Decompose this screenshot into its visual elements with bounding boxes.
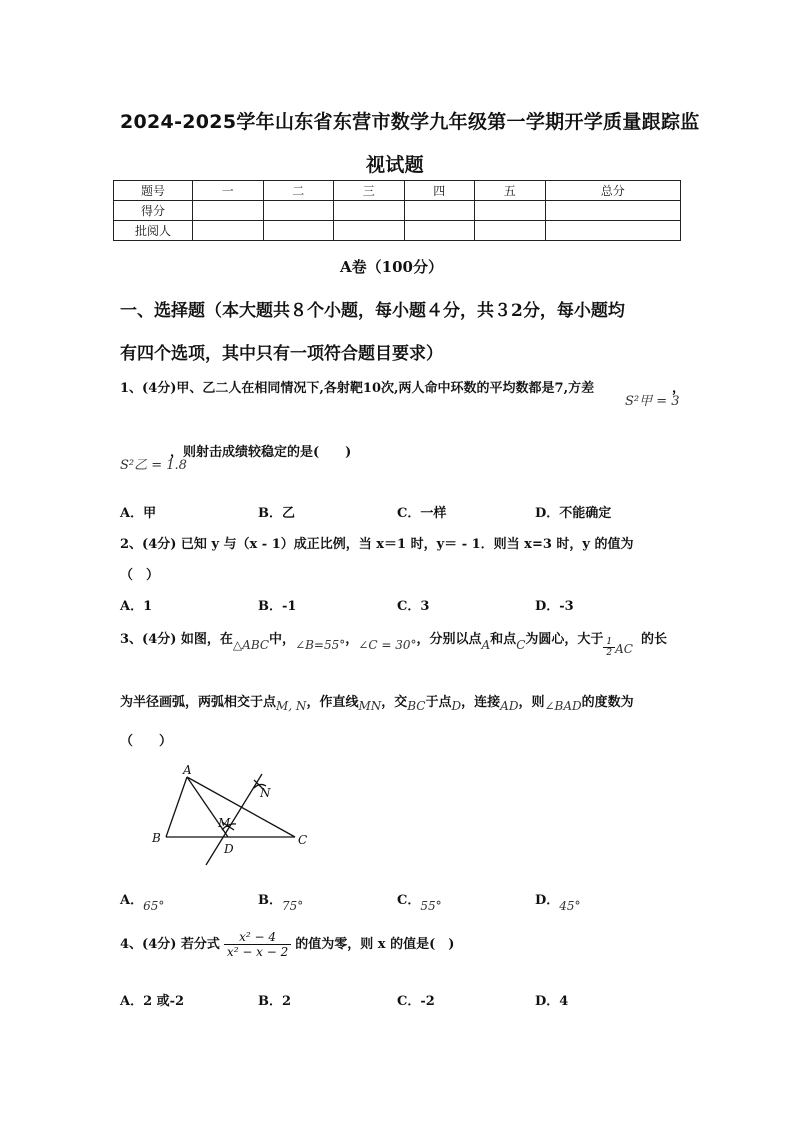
q4-option-c: C．-2 (397, 994, 435, 1009)
score-cell (475, 201, 546, 221)
q3-math: M, N (276, 699, 307, 713)
q3-text: 为半径画弧，两弧相交于点 (120, 695, 277, 710)
score-table-header: 五 (475, 181, 546, 201)
q3-option-c: C．55° (397, 893, 442, 913)
q3-math: BC (407, 699, 426, 713)
label-b: B (152, 831, 161, 845)
label-c: C (298, 833, 308, 847)
q3-text: 和点 (490, 632, 517, 647)
q2-option-d: D．-3 (535, 599, 574, 614)
q3-text: ，则 (518, 695, 545, 710)
q4-fraction-numerator: x² − 4 (224, 930, 291, 945)
score-cell (475, 221, 546, 241)
score-cell (545, 201, 681, 221)
q1-variance-jia: S²甲 = 3 (625, 394, 680, 409)
q4-line (120, 930, 454, 959)
score-table-header: 三 (334, 181, 405, 201)
q3-math: A (481, 638, 491, 652)
label-d: D (224, 842, 234, 856)
score-cell (334, 221, 405, 241)
score-table-header: 题号 (114, 181, 193, 201)
q3-option-a: A．65° (120, 893, 165, 913)
page-title-line2: 视试题 (366, 154, 424, 176)
score-cell (404, 221, 475, 241)
q3-math: C (516, 638, 526, 652)
score-table (113, 180, 681, 241)
score-cell (193, 221, 264, 241)
q3-math: MN (358, 699, 382, 713)
q3-text: ，作直线 (306, 695, 359, 710)
q2-text: 2、(4分) 已知 y 与（x - 1）成正比例，当 x＝1 时，y＝ - 1．则当 x=3 时，y 的值为 (120, 537, 634, 552)
q4-option-d: D．4 (535, 994, 569, 1009)
q4-option-b: B．2 (258, 994, 292, 1009)
score-cell (334, 201, 405, 221)
q2-option-c: C．3 (397, 599, 430, 614)
q4-text: 4、(4分) 若分式 (120, 937, 220, 952)
q2-option-b: B．-1 (258, 599, 297, 614)
section-heading-line2: 有四个选项，其中只有一项符合题目要求） (120, 344, 443, 364)
score-table-row-label: 批阅人 (114, 221, 193, 241)
q3-math: △ABC (232, 638, 270, 652)
q4-option-a: A．2 或-2 (120, 994, 185, 1009)
q3-text: 的度数为 (581, 695, 634, 710)
q3-text: ，连接 (461, 695, 501, 710)
q3-fraction: $\frac{1}{2}$ (603, 637, 615, 658)
q4-text: 的值为零，则 x 的值是( ) (295, 937, 455, 952)
q1-comma: ， (672, 381, 686, 396)
q1-text: 1、(4分)甲、乙二人在相同情况下,各射靶10次,两人命中环数的平均数都是7,方差 (120, 381, 595, 396)
q1-variance-yi: S²乙 = 1.8 (120, 458, 187, 473)
q3-text3: （ ） (120, 734, 173, 749)
score-cell (404, 201, 475, 221)
q1-option-d: D．不能确定 (535, 506, 612, 521)
q3-text: 为圆心，大于 (525, 632, 604, 647)
paper-label: A卷（100分） (340, 258, 443, 276)
q3-text: 中， (269, 632, 296, 647)
line-mn (206, 774, 262, 865)
q3-text: 3、(4分) 如图，在 (120, 632, 233, 647)
label-a: A (183, 763, 192, 777)
score-table-header: 二 (263, 181, 334, 201)
score-cell (545, 221, 681, 241)
score-table-row (114, 201, 681, 221)
q2-option-a: A．1 (120, 599, 153, 614)
score-cell (193, 201, 264, 221)
score-cell (263, 221, 334, 241)
q3-text: ，分别以点 (416, 632, 482, 647)
q3-text: 于点 (425, 695, 452, 710)
section-heading-line1: 一、选择题（本大题共８个小题，每小题４分，共３2分，每小题均 (120, 301, 625, 321)
q3-math: ∠B=55° (295, 638, 346, 652)
q3-line2 (120, 691, 634, 713)
page-title-line1: 2024-2025学年山东省东营市数学九年级第一学期开学质量跟踪监 (120, 111, 700, 133)
q3-line1 (120, 628, 667, 658)
score-table-header: 总分 (545, 181, 681, 201)
q3-math: AD (500, 699, 519, 713)
score-table-header: 一 (193, 181, 264, 201)
q3-text: 的长 (640, 632, 667, 647)
score-cell (263, 201, 334, 221)
label-m: M (218, 816, 231, 830)
q3-option-d: D．45° (535, 893, 581, 913)
q3-math: ∠C = 30° (358, 638, 417, 652)
q1-option-b: B．乙 (258, 506, 295, 521)
q3-math: AC (615, 642, 633, 656)
q3-math: D (451, 699, 462, 713)
score-table-header: 四 (404, 181, 475, 201)
q4-fraction (224, 930, 291, 959)
q3-option-b: B．75° (258, 893, 304, 913)
q3-text: ，交 (381, 695, 408, 710)
segment-ab (166, 777, 187, 837)
q3-figure (140, 760, 330, 870)
score-table-row (114, 221, 681, 241)
q4-fraction-denominator: x² − x − 2 (226, 945, 289, 959)
label-n: N (260, 786, 271, 800)
score-table-header-row (114, 181, 681, 201)
q1-option-c: C．一样 (397, 506, 447, 521)
q3-text: ， (345, 632, 359, 647)
q3-math: ∠BAD (544, 699, 582, 713)
q1-option-a: A．甲 (120, 506, 157, 521)
q1-text2: ，则射击成绩较稳定的是( ) (170, 445, 352, 460)
q2-text2: （ ） (120, 568, 160, 583)
score-table-row-label: 得分 (114, 201, 193, 221)
